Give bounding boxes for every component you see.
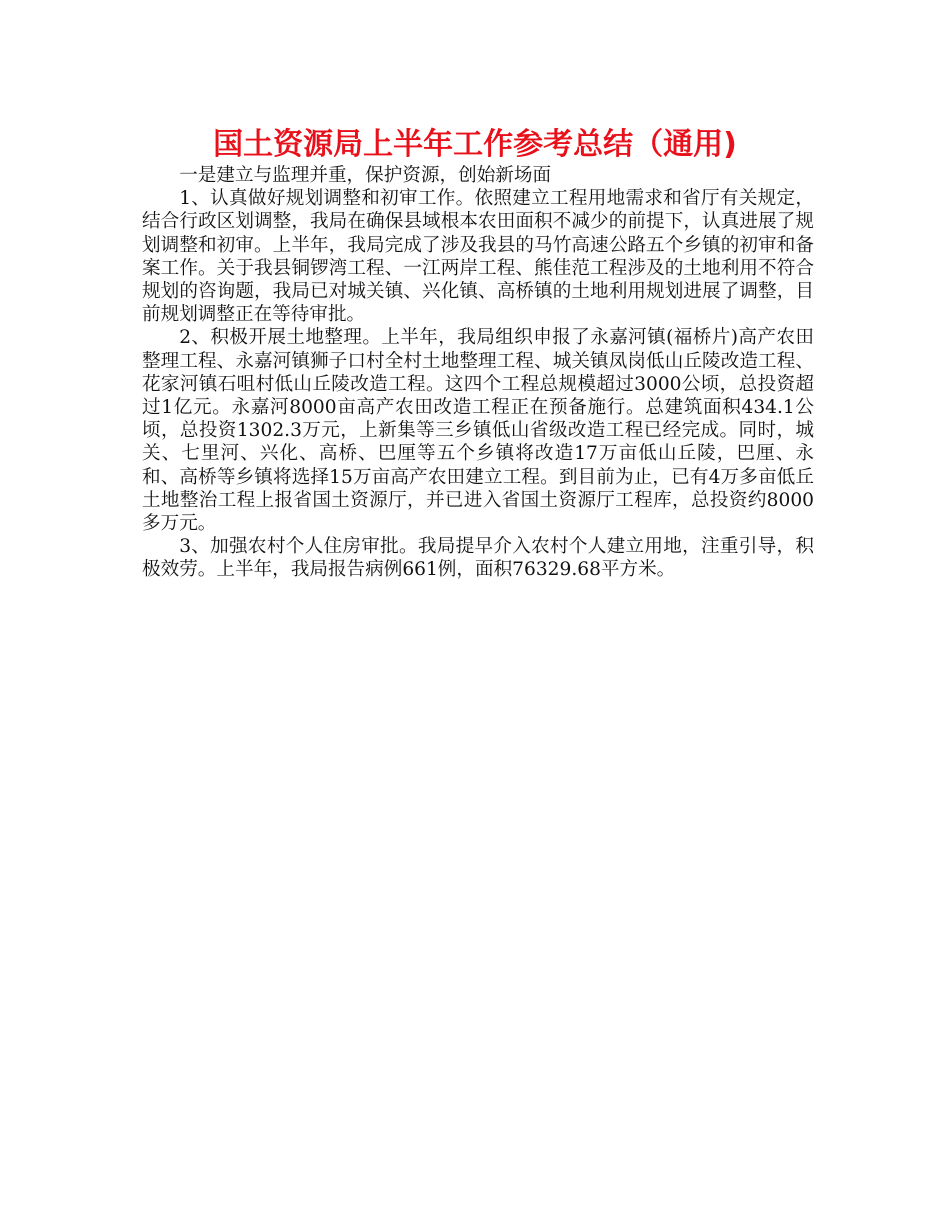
paragraph-housing-approval: 3、加强农村个人住房审批。我局提早介入农村个人建立用地，注重引导，积极效劳。上半年，我局报告病例661例，面积76329.68平方米。 bbox=[142, 536, 814, 581]
section-heading: 一是建立与监理并重，保护资源，创始新场面 bbox=[179, 165, 552, 186]
document-title: 国土资源局上半年工作参考总结（通用) bbox=[213, 127, 737, 162]
paragraph-land-consolidation: 2、积极开展土地整理。上半年，我局组织申报了永嘉河镇(福桥片)高产农田整理工程、永嘉河镇狮子口村全村土地整理工程、城关镇凤岗低山丘陵改造工程、花家河镇石咀村低山丘陵改造工程。这四个工程总规模超过3000公顷，总投资超过1亿元。永嘉河8000亩高产农田改造工程正在预备施行。总建筑面积434.1公顷，总投资1302.3万元，上新集等三乡镇低山省级改造工程已经完成。同时，城关、七里河、兴化、高桥、巴厘等五个乡镇将改造17万亩低山丘陵，巴厘、永和、高桥等乡镇将选择15万亩高产农田建立工程。到目前为止，已有4万多亩低丘土地整治工程上报省国土资源厅，并已进入省国土资源厅工程库，总投资约8000多万元。 bbox=[142, 327, 814, 535]
document-body bbox=[142, 164, 814, 582]
paragraph-planning: 1、认真做好规划调整和初审工作。依照建立工程用地需求和省厅有关规定，结合行政区划调整，我局在确保县域根本农田面积不减少的前提下，认真进展了规划调整和初审。上半年，我局完成了涉及我县的马竹高速公路五个乡镇的初审和备案工作。关于我县铜锣湾工程、一江两岸工程、熊佳范工程涉及的土地利用不符合规划的咨询题，我局已对城关镇、兴化镇、高桥镇的土地利用规划进展了调整，目前规划调整正在等待审批。 bbox=[142, 188, 814, 326]
